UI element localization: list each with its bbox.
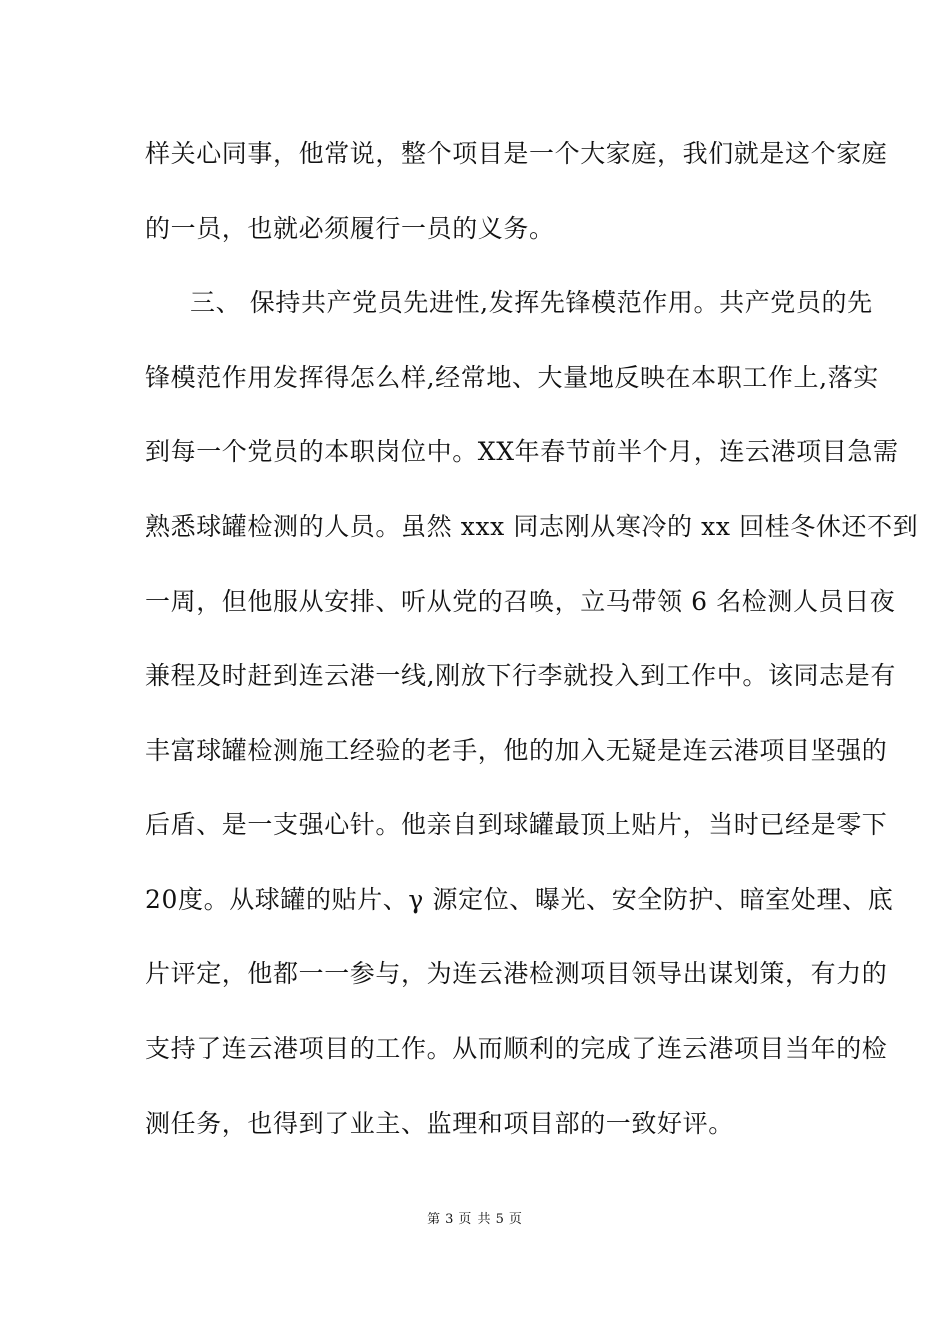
text-line-12: 片评定，他都一一参与，为连云港检测项目领导出谋划策，有力的 [145,959,888,988]
text-line-10: 后盾、是一支强心针。他亲自到球罐最顶上贴片，当时已经是零下 [145,810,888,839]
text-line-1: 样关心同事，他常说，整个项目是一个大家庭，我们就是这个家庭 [145,139,888,168]
total-pages-number: 5 [495,1212,505,1227]
footer-prefix: 第 [427,1212,442,1227]
text-line-9: 丰富球罐检测施工经验的老手，他的加入无疑是连云港项目坚强的 [145,736,888,765]
page-number-footer [0,1211,950,1229]
footer-suffix: 页 [508,1212,523,1227]
text-line-14: 测任务，也得到了业主、监理和项目部的一致好评。 [145,1109,734,1138]
section-three-heading-line: 三、 保持共产党员先进性,发挥先锋模范作用。共产党员的先 [190,288,873,317]
text-line-4: 锋模范作用发挥得怎么样,经常地、大量地反映在本职工作上,落实 [145,363,879,392]
text-line-6: 熟悉球罐检测的人员。虽然 xxx 同志刚从寒冷的 xx 回桂冬休还不到 [145,512,919,541]
current-page-number: 3 [445,1212,455,1227]
text-line-11: 20度。从球罐的贴片、γ 源定位、曝光、安全防护、暗室处理、底 [145,885,894,914]
text-line-7: 一周，但他服从安排、听从党的召唤，立马带领 6 名检测人员日夜 [145,587,896,616]
text-line-2: 的一员，也就必须履行一员的义务。 [145,214,555,243]
text-line-13: 支持了连云港项目的工作。从而顺利的完成了连云港项目当年的检 [145,1034,888,1063]
text-line-5: 到每一个党员的本职岗位中。XX年春节前半个月，连云港项目急需 [145,437,899,466]
footer-middle: 页 共 [458,1212,492,1227]
text-line-8: 兼程及时赶到连云港一线,刚放下行李就投入到工作中。该同志是有 [145,661,896,690]
